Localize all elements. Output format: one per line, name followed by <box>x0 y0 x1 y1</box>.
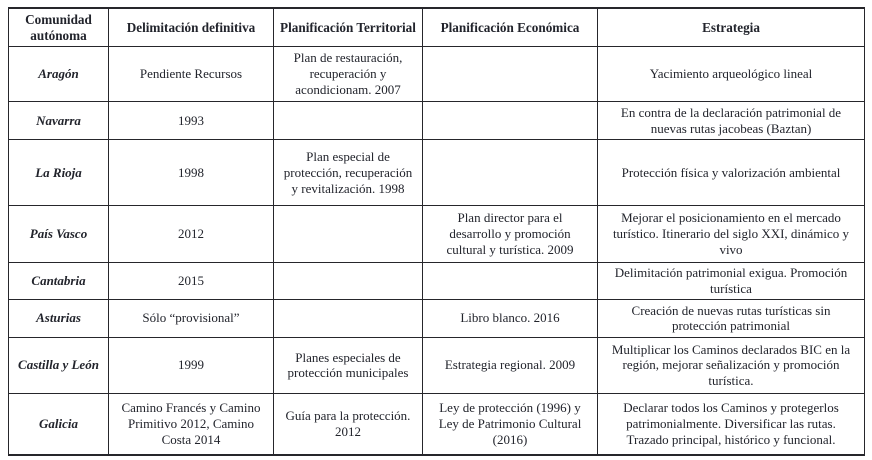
economica-cell <box>423 102 598 140</box>
territorial-cell: Guía para la protección. 2012 <box>274 393 423 455</box>
region-cell: Navarra <box>9 102 109 140</box>
region-cell: Cantabria <box>9 263 109 300</box>
estrategia-cell: Delimitación patrimonial exigua. Promoción turística <box>598 263 865 300</box>
planning-table <box>8 7 865 456</box>
delimitacion-cell: 2012 <box>109 206 274 263</box>
region-cell: Asturias <box>9 299 109 337</box>
region-cell: Castilla y León <box>9 337 109 393</box>
economica-cell: Ley de protección (1996) y Ley de Patrimonio Cultural (2016) <box>423 393 598 455</box>
economica-cell <box>423 140 598 206</box>
column-header-economica: Planificación Económica <box>423 8 598 47</box>
table-row <box>9 47 865 102</box>
table-row <box>9 102 865 140</box>
table-row <box>9 337 865 393</box>
delimitacion-cell: 1998 <box>109 140 274 206</box>
delimitacion-cell: 2015 <box>109 263 274 300</box>
table-row <box>9 206 865 263</box>
economica-cell <box>423 47 598 102</box>
delimitacion-cell: Camino Francés y Camino Primitivo 2012, Camino Costa 2014 <box>109 393 274 455</box>
territorial-cell <box>274 102 423 140</box>
region-cell: La Rioja <box>9 140 109 206</box>
delimitacion-cell: Sólo “provisional” <box>109 299 274 337</box>
territorial-cell: Plan de restauración, recuperación y acondicionam. 2007 <box>274 47 423 102</box>
territorial-cell <box>274 299 423 337</box>
column-header-comunidad: Comunidad autónoma <box>9 8 109 47</box>
economica-cell: Plan director para el desarrollo y promoción cultural y turística. 2009 <box>423 206 598 263</box>
delimitacion-cell: 1993 <box>109 102 274 140</box>
territorial-cell <box>274 206 423 263</box>
delimitacion-cell: 1999 <box>109 337 274 393</box>
delimitacion-cell: Pendiente Recursos <box>109 47 274 102</box>
estrategia-cell: Multiplicar los Caminos declarados BIC en la región, mejorar señalización y promoción turística. <box>598 337 865 393</box>
table-row <box>9 263 865 300</box>
region-cell: País Vasco <box>9 206 109 263</box>
region-cell: Galicia <box>9 393 109 455</box>
estrategia-cell: Creación de nuevas rutas turísticas sin protección patrimonial <box>598 299 865 337</box>
economica-cell: Estrategia regional. 2009 <box>423 337 598 393</box>
economica-cell <box>423 263 598 300</box>
table-row <box>9 299 865 337</box>
column-header-delimitacion: Delimitación definitiva <box>109 8 274 47</box>
territorial-cell: Planes especiales de protección municipales <box>274 337 423 393</box>
estrategia-cell: En contra de la declaración patrimonial de nuevas rutas jacobeas (Baztan) <box>598 102 865 140</box>
estrategia-cell: Yacimiento arqueológico lineal <box>598 47 865 102</box>
table-row <box>9 393 865 455</box>
column-header-territorial: Planificación Territorial <box>274 8 423 47</box>
estrategia-cell: Declarar todos los Caminos y protegerlos patrimonialmente. Diversificar las rutas. Trazado principal, histórico y funcional. <box>598 393 865 455</box>
table-row <box>9 140 865 206</box>
region-cell: Aragón <box>9 47 109 102</box>
estrategia-cell: Protección física y valorización ambiental <box>598 140 865 206</box>
territorial-cell <box>274 263 423 300</box>
economica-cell: Libro blanco. 2016 <box>423 299 598 337</box>
estrategia-cell: Mejorar el posicionamiento en el mercado turístico. Itinerario del siglo XXI, dinámico y vivo <box>598 206 865 263</box>
territorial-cell: Plan especial de protección, recuperación y revitalización. 1998 <box>274 140 423 206</box>
table-header-row <box>9 8 865 47</box>
column-header-estrategia: Estrategia <box>598 8 865 47</box>
